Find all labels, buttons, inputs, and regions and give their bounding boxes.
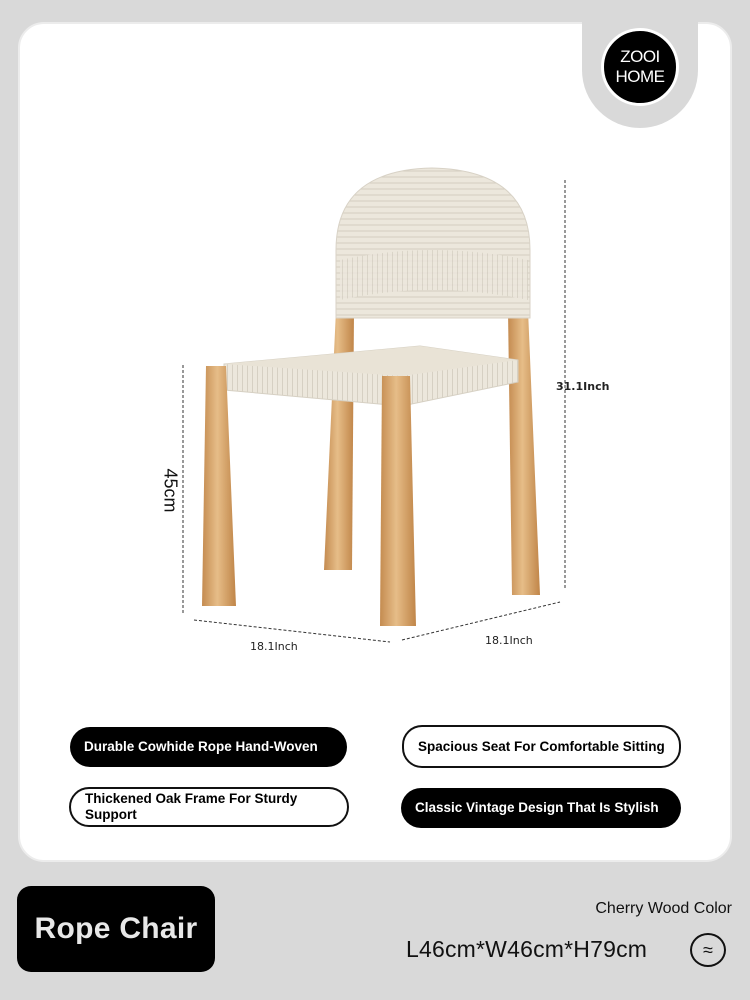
height-label: 31.1Inch — [556, 380, 610, 393]
feature-pill-3 — [69, 787, 349, 827]
feature-text-1: Durable Cowhide Rope Hand-Woven — [84, 739, 318, 754]
feature-pill-4 — [401, 788, 681, 828]
brand-line-2: HOME — [615, 67, 665, 86]
feature-text-4: Classic Vintage Design That Is Stylish — [415, 800, 659, 815]
product-title-box — [17, 886, 215, 972]
feature-pill-1 — [70, 727, 347, 767]
feature-text-3: Thickened Oak Frame For Sturdy Support — [85, 791, 298, 822]
width-left-label: 18.1Inch — [250, 640, 298, 653]
feature-pill-2 — [402, 725, 681, 768]
brand-logo — [601, 28, 679, 106]
size-label: L46cm*W46cm*H79cm — [406, 936, 648, 962]
brand-line-1: ZOOI — [620, 47, 660, 66]
color-label: Cherry Wood Color — [595, 900, 732, 917]
width-right-label: 18.1Inch — [485, 634, 533, 647]
seat-height-label: 45cm — [160, 468, 181, 513]
approx-icon: ≈ — [690, 933, 726, 967]
feature-text-2: Spacious Seat For Comfortable Sitting — [418, 738, 665, 754]
product-title: Rope Chair — [34, 912, 198, 945]
chair-image — [140, 150, 620, 660]
